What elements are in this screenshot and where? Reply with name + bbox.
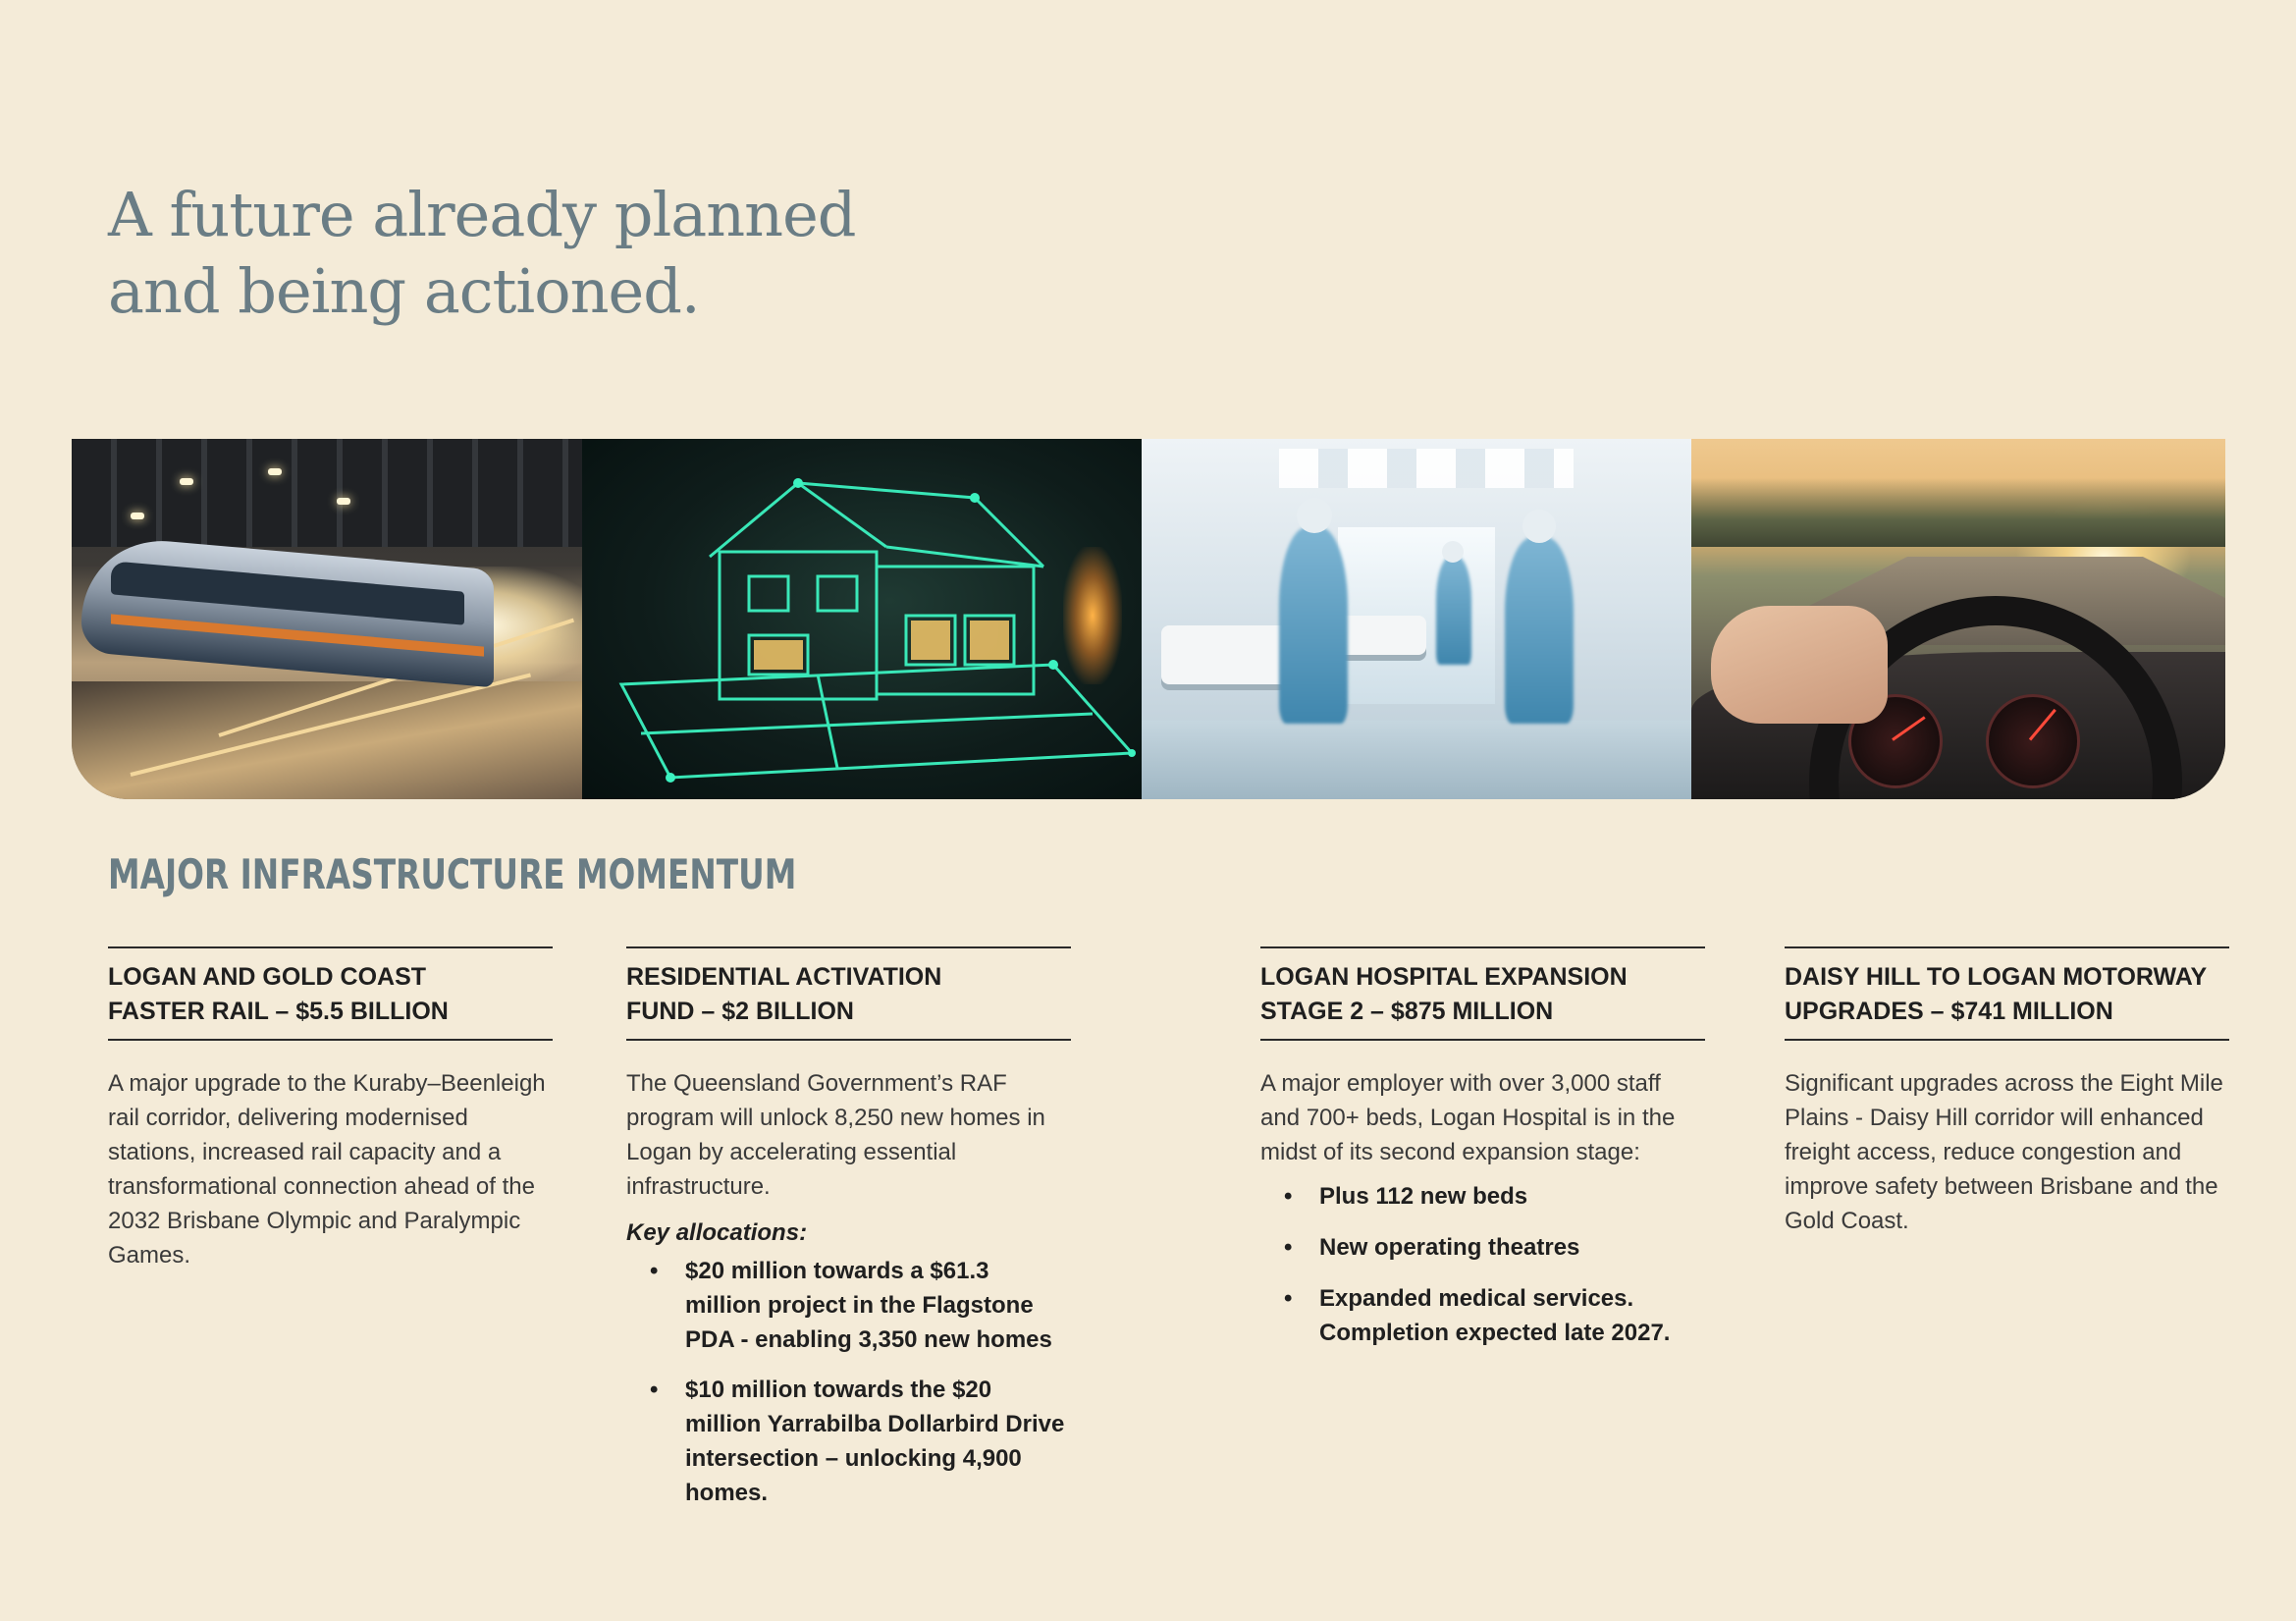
column-heading-line-2: STAGE 2 – $875 MILLION <box>1260 998 1554 1025</box>
column-body: The Queensland Government’s RAF program will unlock 8,250 new homes in Logan by accelerating essential infrastructure. <box>626 1070 1045 1200</box>
section-title: MAJOR INFRASTRUCTURE MOMENTUM <box>108 850 797 898</box>
column-heading-line-1: LOGAN AND GOLD COAST <box>108 963 427 991</box>
hospital-corridor-image <box>1142 439 1691 799</box>
page-title-line-1: A future already planned <box>108 179 856 250</box>
list-item: • New operating theatres <box>1319 1230 1705 1265</box>
hospital-expansion-list <box>1260 1179 1705 1350</box>
list-item: • Expanded medical services. Completion expected late 2027. <box>1319 1281 1705 1350</box>
column-heading-line-2: FASTER RAIL – $5.5 BILLION <box>108 998 449 1025</box>
column-motorway-upgrades <box>1785 946 2229 1238</box>
column-body: A major employer with over 3,000 staff and 700+ beds, Logan Hospital is in the midst of its second expansion stage: <box>1260 1070 1676 1165</box>
hero-image-band <box>72 439 2225 799</box>
key-allocations-label: Key allocations: <box>626 1219 808 1246</box>
column-logan-hospital <box>1260 946 1705 1367</box>
column-heading <box>626 946 1071 1041</box>
column-heading <box>1785 946 2229 1041</box>
column-heading-line-2: UPGRADES – $741 MILLION <box>1785 998 2113 1025</box>
column-heading-line-1: DAISY HILL TO LOGAN MOTORWAY <box>1785 963 2208 991</box>
column-faster-rail <box>108 946 553 1272</box>
column-heading <box>1260 946 1705 1041</box>
column-body: A major upgrade to the Kuraby–Beenleigh rail corridor, delivering modernised stations, increased rail capacity and a transformational connection ahead of the 2032 Brisbane Olympic and Paralympic Games. <box>108 1070 546 1269</box>
train-image <box>72 439 582 799</box>
page-title <box>108 177 855 330</box>
list-item: • Plus 112 new beds <box>1319 1179 1705 1214</box>
column-body: Significant upgrades across the Eight Mile Plains - Daisy Hill corridor will enhanced freight access, reduce congestion and improve safety between Brisbane and the Gold Coast. <box>1785 1070 2223 1234</box>
column-heading-line-2: FUND – $2 BILLION <box>626 998 854 1025</box>
column-heading-line-1: LOGAN HOSPITAL EXPANSION <box>1260 963 1628 991</box>
motorway-driving-image <box>1691 439 2225 799</box>
column-heading <box>108 946 553 1041</box>
page-title-line-2: and being actioned. <box>108 255 700 327</box>
column-residential-activation-fund <box>626 946 1071 1526</box>
list-item: • $20 million towards a $61.3 million project in the Flagstone PDA - enabling 3,350 new homes <box>685 1254 1071 1357</box>
list-item: • $10 million towards the $20 million Yarrabilba Dollarbird Drive intersection – unlocking 4,900 homes. <box>685 1373 1071 1510</box>
smart-house-image <box>582 439 1142 799</box>
column-heading-line-1: RESIDENTIAL ACTIVATION <box>626 963 942 991</box>
allocations-list <box>626 1254 1071 1510</box>
